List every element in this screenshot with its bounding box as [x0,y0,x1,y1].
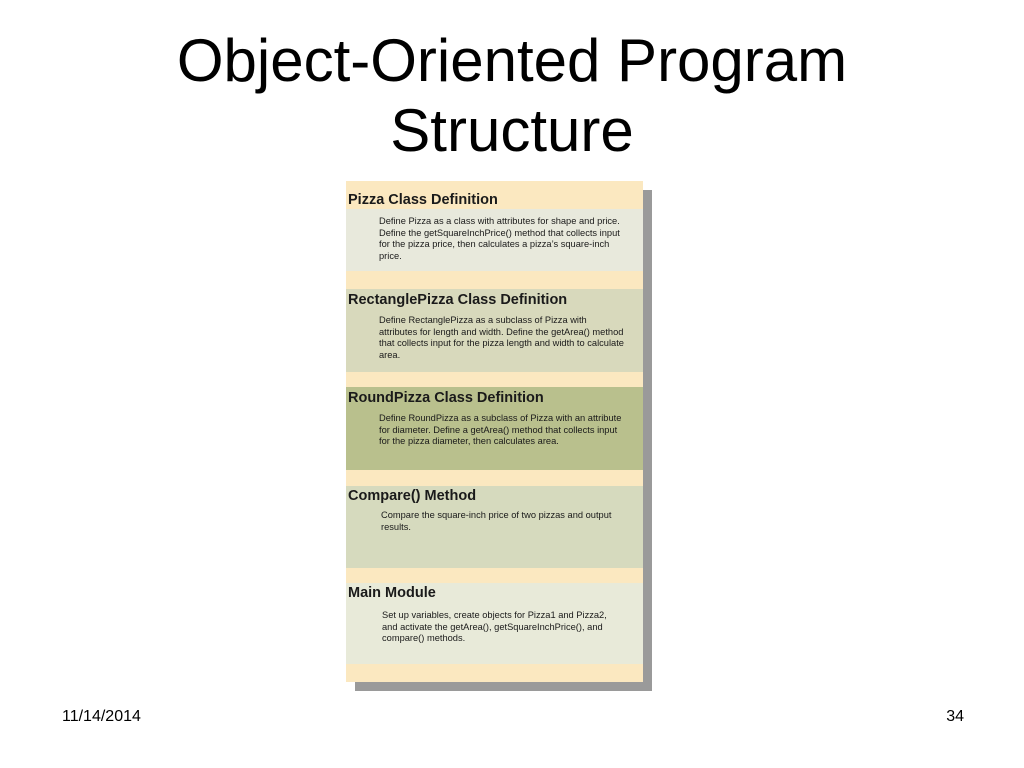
section-description: Define RectanglePizza as a subclass of Pizza with attributes for length and width. Define the getArea() method that collects input for the pizza length and width to calculate area. [379,315,624,360]
section-roundpizza-class [346,387,643,487]
footer-date: 11/14/2014 [62,708,141,725]
section-title: RoundPizza Class Definition [348,390,544,406]
section-title: Main Module [348,585,436,601]
section-title: Compare() Method [348,488,477,504]
section-description: Set up variables, create objects for Pizza1 and Pizza2, and activate the getArea(), getSquareInchPrice(), and compare() methods. [382,610,607,644]
title-line-1: Object-Oriented Program [176,27,848,94]
page-number: 34 [946,708,964,725]
section-main-module [346,583,643,682]
section-pizza-class [346,181,643,289]
section-description: Compare the square-inch price of two pizzas and output results. [381,510,612,532]
title-line-2: Structure [390,97,634,164]
program-structure-figure [346,181,643,682]
slide-title [0,26,1024,166]
section-compare-method [346,486,643,586]
section-title: Pizza Class Definition [348,192,498,208]
section-title: RectanglePizza Class Definition [348,292,568,308]
section-rectanglepizza-class [346,289,643,387]
section-description: Define Pizza as a class with attributes for shape and price. Define the getSquareInchPrice() method that collects input for the pizza price, then calculates a pizza’s square-inch price. [379,216,620,261]
section-description: Define RoundPizza as a subclass of Pizza with an attribute for diameter. Define a getArea() method that collects input for the pizza diameter, then calculates area. [379,413,622,447]
